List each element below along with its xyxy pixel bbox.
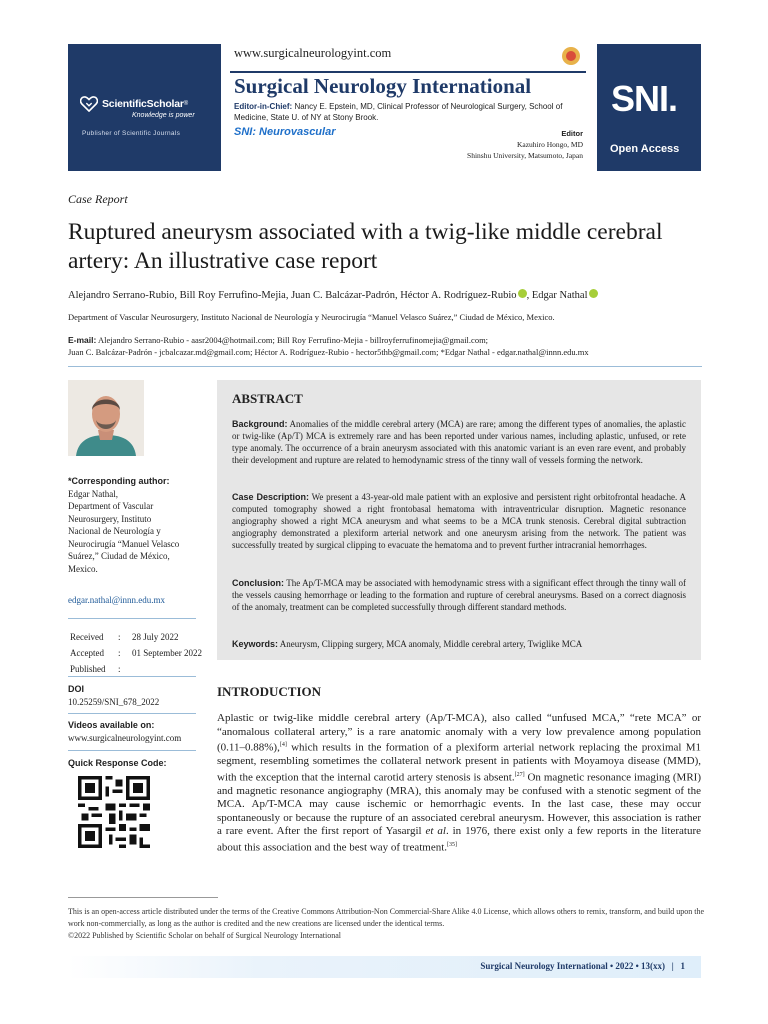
intro-text: . in 1976, there exist only a few reports in the literature about this association and the best way of treatment. [217, 825, 702, 854]
editor-name: Kazuhiro Hongo, MD [516, 140, 583, 149]
corr-line: Neurocirugía “Manuel Velasco [68, 538, 180, 549]
introduction-heading: INTRODUCTION [217, 684, 322, 699]
corr-line: Neurosurgery, Instituto [68, 513, 152, 524]
case-text: We present a 43-year-old male patient with an explosive and persistent right orbitofrontal headache. A computed tomography showed a right frontobasal hematoma with intraventricular disruption. Magnetic resonance angiography showed a right MCA aneurysm and what seems to be a MCA trunk stenosis. Cerebral digital subtraction angiography demonstrated a plexiform arterial network and one aneurysm arising from the network. The patient was successfully treated by surgical clipping to evacuate the hematoma and to prevent further intracranial hemorrhages. [232, 492, 687, 550]
editor-affiliation: Shinshu University, Matsumoto, Japan [467, 151, 583, 160]
publisher-name: ScientificScholar [102, 98, 184, 110]
citation-link[interactable]: [35] [447, 841, 458, 848]
email-line-2: Juan C. Balcázar-Padrón - jcbalcazar.md@gmail.com; Héctor A. Rodríguez-Rubio - hector5thb@gmail.com; *Edgar Nathal - edgar.nathal@innn.edu.mx [68, 347, 589, 357]
abstract-background [232, 418, 686, 466]
videos-label: Videos available on: [68, 720, 155, 730]
editor-block [410, 128, 583, 161]
author-portrait-image [68, 380, 144, 456]
license-notice [68, 906, 708, 942]
corr-email-link[interactable]: edgar.nathal@innn.edu.mx [68, 595, 166, 605]
conclusion-text: The Ap/T-MCA may be associated with hemodynamic stress with a significant effect through the tinny wall of the vessels causing hemorrhage or leading to the formation and rupture of cerebral aneurysms. Based on a correct diagnosis of the anomaly, treatment can be completed successfully through different standard methods. [232, 578, 686, 612]
corresponding-author [68, 475, 208, 575]
qr-label: Quick Response Code: [68, 758, 167, 768]
received-label: Received [70, 632, 104, 642]
published-date [132, 662, 202, 676]
corr-line: Edgar Nathal, [68, 488, 118, 499]
received-date: 28 July 2022 [132, 632, 179, 642]
citation-link[interactable]: [27] [514, 771, 525, 778]
doi-label: DOI [68, 684, 85, 694]
intro-text: which results in the formation of a plexiform arterial network replacing the proximal M1 segment, resembling sometimes the collateral network present in patients with Moyamoya disease (MMD), with the exception that the internal carotid artery stenosis is absent. [217, 741, 701, 784]
authors-part2: , Edgar Nathal [526, 290, 588, 301]
accepted-date: 01 September 2022 [132, 648, 202, 658]
orcid-icon[interactable] [589, 289, 598, 298]
author-list [68, 289, 708, 301]
editor-label: Editor [561, 129, 583, 138]
sidebar-divider [68, 750, 196, 751]
corr-line: Department of Vascular [68, 501, 154, 511]
publisher-subtitle: Publisher of Scientific Journals [82, 130, 181, 137]
email-label: E-mail: [68, 335, 97, 345]
eic-text: Nancy E. Epstein, MD, Clinical Professor of Neurological Surgery, School of Medicine, State U. of NY at Stony Brook. [234, 102, 563, 122]
videos-link[interactable]: www.surgicalneurologyint.com [68, 733, 182, 743]
article-title: Ruptured aneurysm associated with a twig-like middle cerebral artery: An illustrative case report [68, 219, 663, 274]
eic-label: Editor-in-Chief: [234, 102, 293, 111]
accepted-label: Accepted [70, 648, 104, 658]
abstract-conclusion [232, 577, 686, 613]
qr-code-icon[interactable] [78, 776, 150, 848]
open-access-label: Open Access [610, 143, 680, 155]
corr-line: Nacional de Neurología y [68, 526, 161, 536]
doi-value[interactable]: 10.25259/SNI_678_2022 [68, 697, 160, 707]
introduction-paragraph [217, 712, 701, 855]
authors-part1: Alejandro Serrano-Rubio, Bill Roy Ferrufino-Mejia, Juan C. Balcázar-Padrón, Héctor A. Rodríguez-Rubio [68, 290, 517, 301]
published-label: Published [70, 664, 106, 674]
keywords-text: Aneurysm, Clipping surgery, MCA anomaly, Middle cerebral artery, Twiglike MCA [278, 639, 583, 649]
sidebar-divider [68, 618, 196, 619]
corr-label: *Corresponding author: [68, 476, 170, 486]
journal-footer: Surgical Neurology International • 2022 • 13(xx) | 1 [480, 961, 685, 971]
corr-line: Mexico. [68, 563, 98, 574]
registered-mark: ® [183, 101, 189, 107]
sidebar-divider [68, 713, 196, 714]
sni-logo-panel [597, 44, 701, 171]
background-text: Anomalies of the middle cerebral artery (MCA) are rare; among the different types of anomalies, the aplastic or twig-like (Ap/T) MCA is extremely rare and has been reported under various names, including aplastic, unfused, or rete type anomaly. The occurrence of a brain aneurysm associated with this anatomic variant is an even rare event, and probably their development and rupture are related to hemodynamic stress of the tinny wall of vessels forming the network. [232, 419, 686, 465]
sni-logo: SNI. [611, 78, 678, 119]
section-divider [68, 366, 702, 367]
copyright-text: ©2022 Published by Scientific Scholar on behalf of Surgical Neurology International [68, 931, 341, 940]
intro-etal: et al [425, 825, 446, 838]
journal-url[interactable]: www.surgicalneurologyint.com [234, 46, 392, 60]
background-label: Background: [232, 419, 288, 429]
abstract-case [232, 491, 686, 551]
journal-name: Surgical Neurology International [234, 74, 532, 98]
footnote-divider [68, 897, 218, 898]
publisher-logo-panel [68, 44, 221, 171]
bookmark-badge-icon [562, 47, 580, 65]
corr-line: Suárez,” Ciudad de México, [68, 551, 170, 561]
abstract-keywords [232, 638, 686, 650]
author-photo [68, 380, 144, 456]
editor-in-chief [234, 101, 574, 123]
page-footer-bar [68, 956, 701, 978]
publisher-logo [80, 96, 188, 112]
orcid-icon[interactable] [518, 289, 527, 298]
keywords-label: Keywords: [232, 639, 279, 649]
intro-text: Aplastic or twig-like middle cerebral artery (Ap/T-MCA), also called “unfused MCA,” “rete MCA” or “anomalous collateral artery,” is a rare anatomic anomaly with a very low prevalence among population (0.11–0.88%), [217, 712, 701, 754]
department: Department of Vascular Neurosurgery, Instituto Nacional de Neurología y Neurocirugía “Manuel Velasco Suárez,” Ciudad de México, Mexico. [68, 312, 555, 322]
citation-link[interactable]: [4] [279, 742, 287, 748]
article-dates: Received : 28 July 2022 Accepted : 01 September 2022 Published : [70, 632, 202, 674]
sidebar-divider [68, 676, 196, 677]
article-type: Case Report [68, 192, 128, 206]
heart-logo-icon [80, 96, 98, 112]
author-emails [68, 334, 708, 358]
publisher-tagline: Knowledge is power [132, 112, 195, 119]
license-text: This is an open-access article distributed under the terms of the Creative Commons Attribution-Non Commercial-Share Alike 4.0 License, which allows others to remix, transform, and build upon the work non-commercially, as long as the author is credited and the new creations are licensed under the identical terms. [68, 907, 705, 928]
conclusion-label: Conclusion: [232, 578, 284, 588]
abstract-heading: ABSTRACT [232, 391, 303, 406]
email-line-1: Alejandro Serrano-Rubio - aasr2004@hotmail.com; Bill Roy Ferrufino-Mejia - billroyferrufinomejia@gmail.com; [98, 335, 489, 345]
header-divider [230, 71, 586, 73]
intro-text: On magnetic resonance imaging (MRI) and magnetic resonance angiography (MRA), this anomaly may be confused with a stenotic segment of the MCA. Ap/T-MCA may cause ischemic or hemorrhagic events. In the last case, these may occur spontaneously or because the rupture of an associated cerebral aneurysm. However, this association is rather a rare event. After the first report of Yasargil [217, 771, 702, 838]
case-label: Case Description: [232, 492, 310, 502]
journal-section: SNI: Neurovascular [234, 126, 336, 138]
